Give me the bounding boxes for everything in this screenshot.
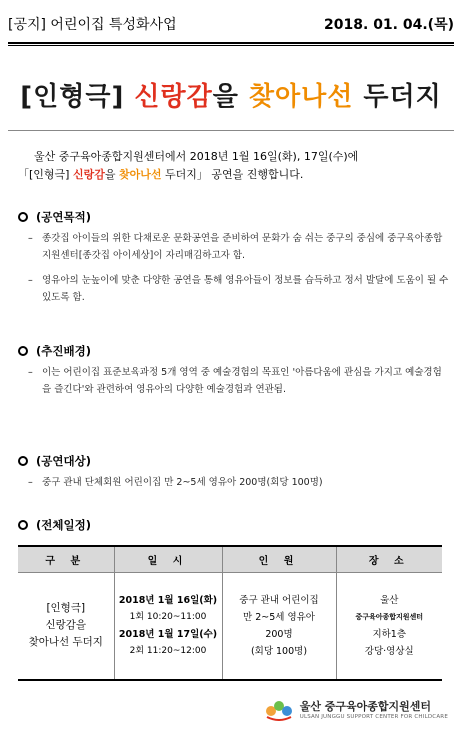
circle-bullet-icon [18,346,28,356]
schedule-table [18,545,442,681]
center-logo-icon [264,697,294,721]
th-headcount: 인 원 [222,546,336,572]
intro-red-word: 신랑감 [72,168,105,181]
section-heading: (전체일정) [18,516,450,534]
intro-line-1: 울산 중구육아종합지원센터에서 2018년 1월 16일(화), 17일(수)에 [34,150,359,163]
logo-name-kr: 울산 중구육아종합지원센터 [299,700,432,713]
list-item: – 이는 어린이집 표준보육과정 5개 영역 중 예술경험의 목표인 '아름다움에 관심을 가지고 예술경험을 즐긴다'와 관련하여 영유아의 다양한 예술경험과 연관됨. [28,367,442,395]
title-genre: [인형극] [20,81,125,112]
title-word-end: 두더지 [363,81,442,112]
header-bar [8,6,454,42]
circle-bullet-icon [18,456,28,466]
page-title [8,66,454,122]
cell-category: [인형극] 신랑감을 찾아나선 두더지 [18,572,114,680]
section-heading: (추진배경) [18,342,450,360]
header-divider [8,42,454,46]
section-heading: (공연목적) [18,208,450,226]
cell-headcount: 중구 관내 어린이집 만 2~5세 영유아 200명 (회당 100명) [222,572,336,680]
section-background [18,342,450,398]
list-item: – 종갓집 아이들의 위한 다채로운 문화공연을 준비하여 문화가 숨 쉬는 중구의 중심에 중구육아종합지원센터[종갓집 아이세상]이 자리매김하고자 함. [28,233,443,261]
title-word-orange: 찾아나선 [248,81,354,112]
list-item: – 영유아의 눈높이에 맞춘 다양한 공연을 통해 영유아들이 정보를 습득하고 정서 발달에 도움이 될 수 있도록 함. [28,275,449,303]
list-item: – 중구 관내 단체회원 어린이집 만 2~5세 영유아 200명(회당 100명) [28,477,323,488]
center-logo [264,697,448,721]
cell-location: 울산 중구육아종합지원센터 지하1층 강당·영상실 [336,572,442,680]
table-row [18,572,442,680]
intro-orange-word: 찾아나선 [118,168,162,181]
title-divider [8,130,454,131]
th-datetime: 일 시 [114,546,222,572]
notice-date: 2018. 01. 04.(목) [324,17,454,33]
intro-paragraph [18,148,444,184]
intro-line-2 [18,166,444,184]
title-particle: 을 [212,81,239,112]
cell-datetime: 2018년 1월 16일(화) 1회 10:20~11:00 2018년 1월 17일(수) 2회 11:20~12:00 [114,572,222,680]
th-category: 구 분 [18,546,114,572]
logo-name-en: ULSAN JUNGGU SUPPORT CENTER FOR CHILDCARE [299,714,448,720]
section-purpose [18,208,450,306]
title-word-red: 신랑감 [134,81,213,112]
section-schedule [18,516,450,534]
table-header-row [18,546,442,572]
intro-bracket: 「[인형극] [18,168,73,181]
section-target [18,452,450,491]
intro-mid: 을 [104,168,119,181]
notice-category: [공지] 어린이집 특성화사업 [8,17,177,33]
intro-end: 두더지」 공연을 진행합니다. [161,168,304,181]
section-heading: (공연대상) [18,452,450,470]
circle-bullet-icon [18,212,28,222]
circle-bullet-icon [18,520,28,530]
th-location: 장 소 [336,546,442,572]
